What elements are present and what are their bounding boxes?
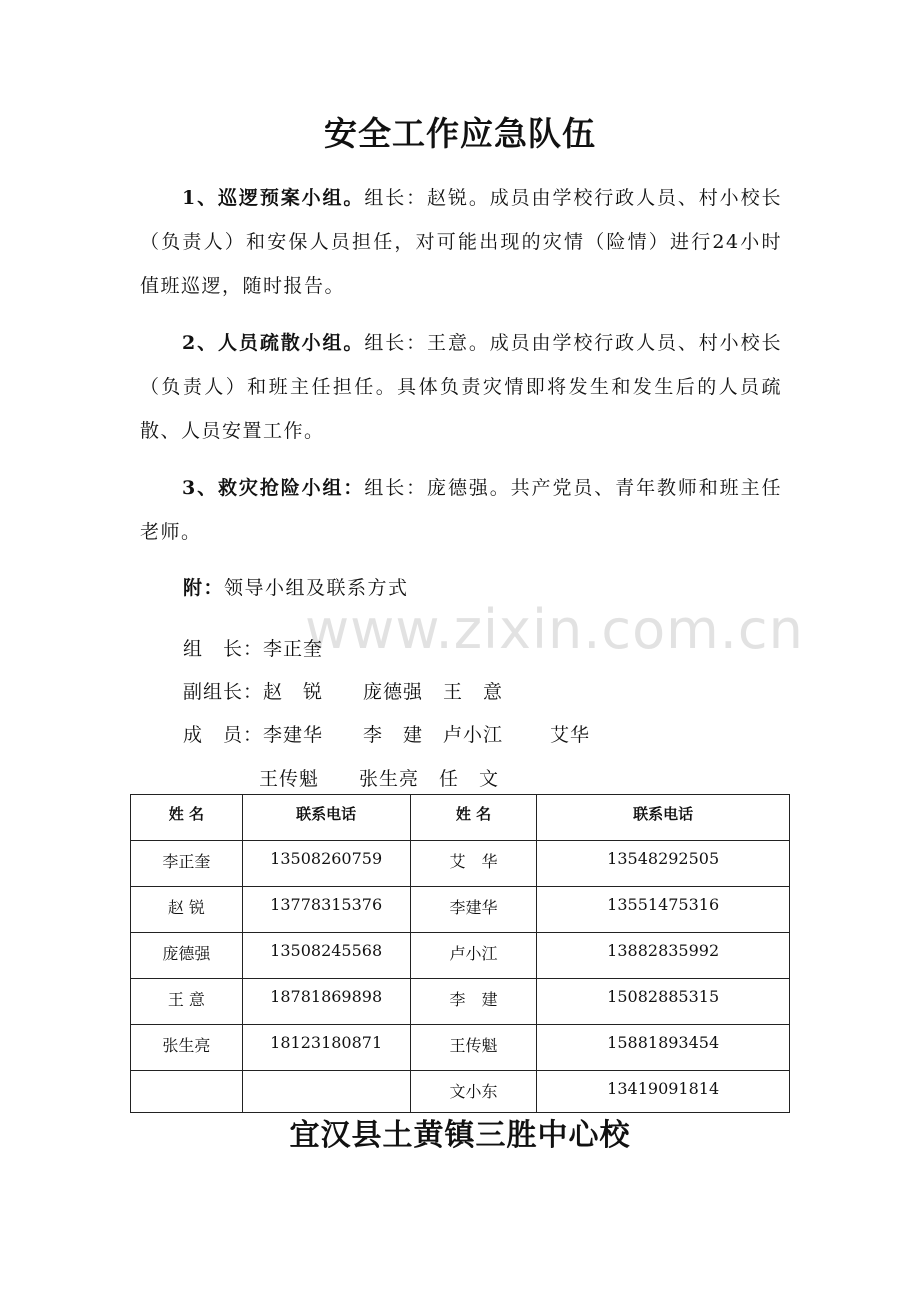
section-lead: 2、人员疏散小组。 [182, 332, 365, 354]
table-row [131, 841, 790, 887]
cell-name: 赵 锐 [131, 887, 243, 933]
cell-phone: 13508260759 [242, 841, 410, 887]
table-row [131, 1071, 790, 1113]
section-evacuation [140, 321, 782, 453]
section-text: 组长：王意。成员由学校行政人员、村小校长（负责人）和班主任担任。具体负责灾情即将发生和发生后的人员疏散、人员安置工作。 [140, 332, 782, 442]
group-leader-line: 组 长：李正奎 [183, 638, 324, 660]
watermark: www.zixin.com.cn [305, 598, 804, 661]
cell-name: 李 建 [410, 979, 537, 1025]
group-deputy-line: 副组长：赵 锐 庞德强 王 意 [183, 681, 504, 703]
group-members-line: 成 员：李建华 李 建 卢小江 艾华 [183, 724, 591, 746]
appendix-lead: 附： [183, 577, 225, 599]
group-members-line-continued: 王传魁 张生亮 任 文 [259, 768, 500, 790]
cell-name: 李正奎 [131, 841, 243, 887]
cell-name: 王传魁 [410, 1025, 537, 1071]
cell-name: 艾 华 [410, 841, 537, 887]
cell-phone: 18781869898 [242, 979, 410, 1025]
header-phone: 联系电话 [242, 795, 410, 841]
cell-phone [242, 1071, 410, 1113]
cell-phone: 13419091814 [537, 1071, 790, 1113]
cell-phone: 18123180871 [242, 1025, 410, 1071]
header-name: 姓 名 [410, 795, 537, 841]
cell-name: 文小东 [410, 1071, 537, 1113]
section-rescue [140, 466, 782, 554]
cell-phone: 13778315376 [242, 887, 410, 933]
cell-phone: 15082885315 [537, 979, 790, 1025]
header-phone: 联系电话 [537, 795, 790, 841]
section-text: 组长：庞德强。共产党员、青年教师和班主任老师。 [140, 477, 782, 543]
cell-name [131, 1071, 243, 1113]
cell-phone: 13508245568 [242, 933, 410, 979]
cell-name: 王 意 [131, 979, 243, 1025]
table-row [131, 887, 790, 933]
section-patrol [140, 176, 782, 308]
table-row [131, 979, 790, 1025]
document-title: 安全工作应急队伍 [324, 114, 596, 153]
cell-name: 庞德强 [131, 933, 243, 979]
contact-table [130, 794, 790, 1113]
cell-name: 卢小江 [410, 933, 537, 979]
section-lead: 1、巡逻预案小组。 [182, 187, 365, 209]
appendix-heading [183, 573, 409, 600]
table-row [131, 933, 790, 979]
table-row [131, 1025, 790, 1071]
header-name: 姓 名 [131, 795, 243, 841]
table-header-row [131, 795, 790, 841]
section-lead: 3、救灾抢险小组： [182, 477, 365, 499]
cell-phone: 13548292505 [537, 841, 790, 887]
school-name-footer: 宜汉县土黄镇三胜中心校 [289, 1118, 631, 1153]
cell-phone: 13882835992 [537, 933, 790, 979]
cell-phone: 15881893454 [537, 1025, 790, 1071]
section-text: 组长：赵锐。成员由学校行政人员、村小校长（负责人）和安保人员担任，对可能出现的灾情（险情）进行24小时值班巡逻，随时报告。 [140, 187, 782, 297]
cell-phone: 13551475316 [537, 887, 790, 933]
appendix-text: 领导小组及联系方式 [224, 577, 409, 599]
cell-name: 张生亮 [131, 1025, 243, 1071]
cell-name: 李建华 [410, 887, 537, 933]
